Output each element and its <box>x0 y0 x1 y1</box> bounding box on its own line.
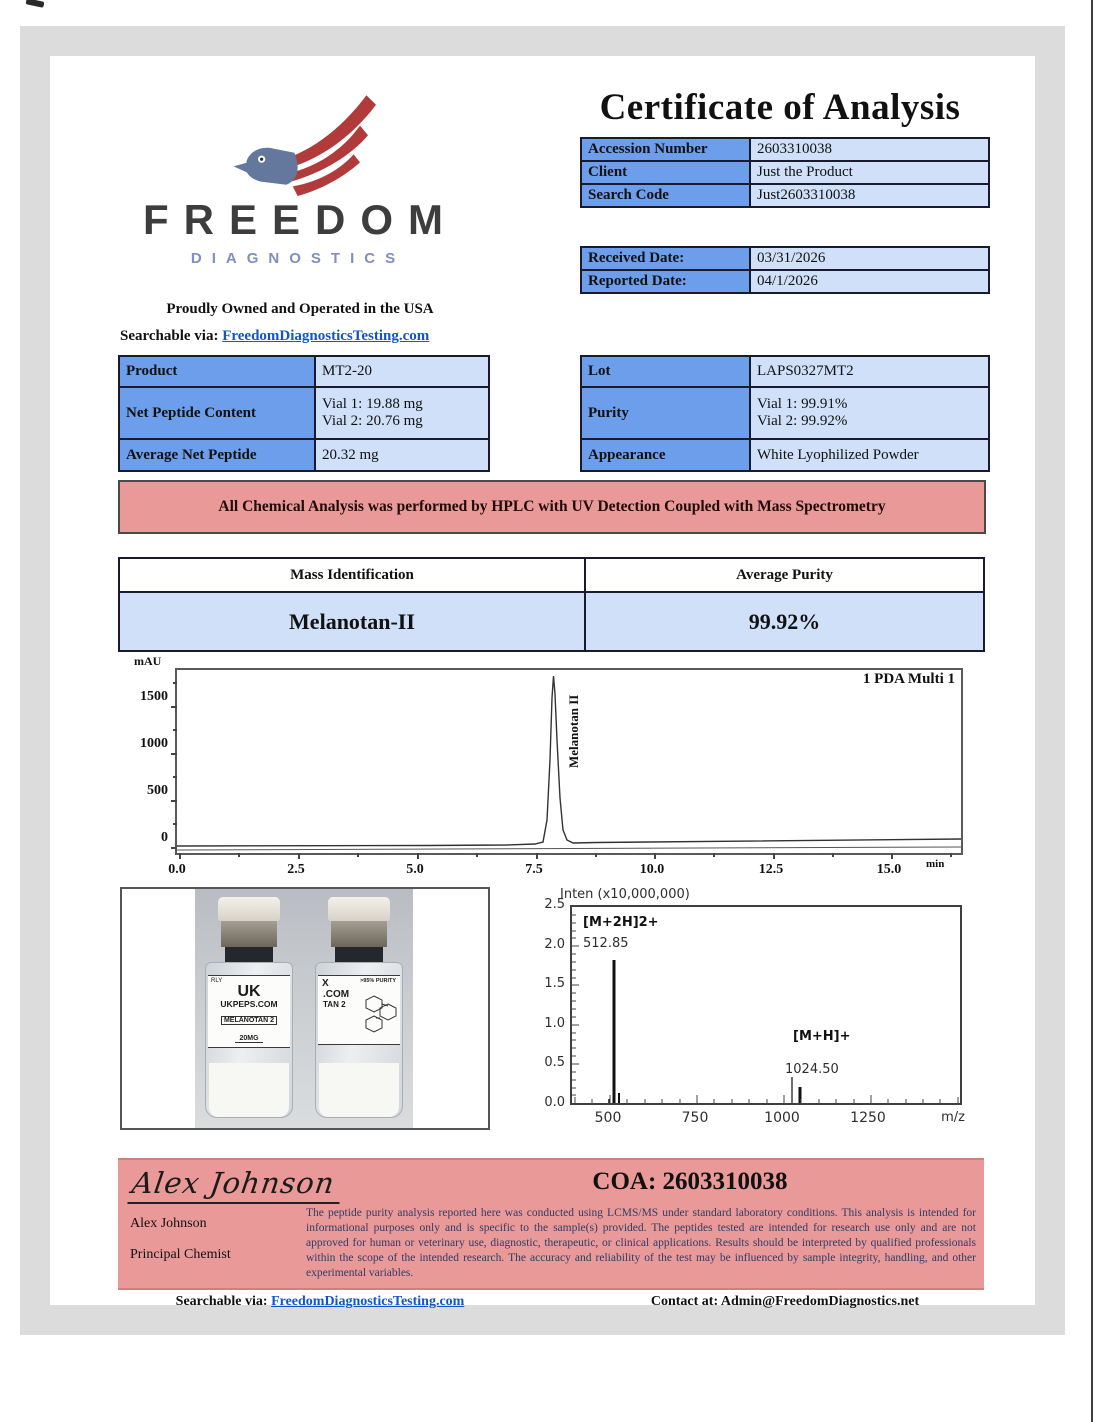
table-row <box>581 356 989 387</box>
y-tick-label: 0.5 <box>544 1055 565 1070</box>
axis-tick <box>171 706 177 708</box>
y-tick-label: 1000 <box>140 736 168 751</box>
peak-annotation: [M+2H]2+ <box>583 915 659 930</box>
axis-tick <box>173 776 177 778</box>
y-tick-label: 2.0 <box>544 937 565 952</box>
y-tick-label: 1.0 <box>544 1016 565 1031</box>
axis-tick <box>891 853 893 859</box>
page-title: Certificate of Analysis <box>599 87 961 128</box>
disclaimer-text: The peptide purity analysis reported here was conducted using LCMS/MS under standard laboratory conditions. This analysis is intended for informational purposes only and is specific to the sample(s) provided. The peptides tested are intended for research use only and are not approved for human or veterinary use, diagnostic, therapeutic, or clinical applications. Results should be interpreted by qualified professionals within the scope of the intended research. The accuracy and reliability of the test may be influenced by sample integrity, handling, and other experimental variables. <box>306 1207 976 1279</box>
row-value: 20.32 mg <box>315 439 489 471</box>
chemist-title: Principal Chemist <box>130 1247 231 1262</box>
scan-edge-line <box>1091 0 1093 1422</box>
x-tick-label: 12.5 <box>758 862 784 877</box>
row-label: Search Code <box>581 184 750 207</box>
y-tick-label: 500 <box>147 783 168 798</box>
x-tick-label: 2.5 <box>287 862 305 877</box>
table-row <box>581 184 989 207</box>
axis-tick <box>171 847 177 849</box>
analysis-method-banner <box>118 480 986 534</box>
label-site: UKPEPS.COM <box>220 999 278 1009</box>
value-line: Vial 1: 19.88 mg <box>322 396 423 412</box>
column-header: Average Purity <box>585 558 984 592</box>
mass-id-table <box>118 557 985 652</box>
axis-tick <box>417 853 419 859</box>
banner-text: All Chemical Analysis was performed by HPLC with UV Detection Coupled with Mass Spectrometry <box>218 498 886 515</box>
vial-collar <box>221 921 277 947</box>
row-label: Accession Number <box>581 138 750 161</box>
axis-tick <box>298 853 300 859</box>
vial-body <box>315 962 403 1118</box>
spectrum-title: Inten (x10,000,000) <box>560 887 690 902</box>
x-axis-unit: min <box>926 858 945 870</box>
chromatogram-legend: 1 PDA Multi 1 <box>862 671 955 687</box>
label-purity: >95% PURITY <box>360 978 396 984</box>
label-dose: 20MG <box>235 1035 262 1043</box>
x-tick-label: 750 <box>681 1110 709 1126</box>
vial-cap <box>218 897 280 921</box>
row-label: Appearance <box>581 439 750 471</box>
row-value: MT2-20 <box>315 356 489 387</box>
table-row <box>119 387 489 439</box>
x-tick-label: 0.0 <box>168 862 186 877</box>
row-label: Lot <box>581 356 750 387</box>
vial-body <box>205 962 293 1118</box>
axis-tick <box>173 682 177 684</box>
axis-tick <box>832 853 834 857</box>
lot-table <box>580 355 990 472</box>
table-row <box>581 270 989 293</box>
label-corner-text: RLY <box>211 978 223 984</box>
searchable-line-bottom <box>150 1294 490 1310</box>
vial-1 <box>199 897 299 1121</box>
label-product: TAN 2 <box>323 1000 346 1009</box>
label-site: .COM <box>323 989 350 1000</box>
peak-label: Melanotan II <box>566 694 581 768</box>
label-corner-text: X <box>322 978 329 989</box>
searchable-prefix: Searchable via: <box>175 1294 268 1309</box>
mass-id-value: Melanotan-II <box>119 592 585 651</box>
purity-value: 99.92% <box>585 592 984 651</box>
chemical-structure-icon <box>364 992 398 1036</box>
value-line: Vial 2: 99.92% <box>757 413 848 429</box>
row-label: Net Peptide Content <box>119 387 315 439</box>
peak-annotation: [M+H]+ <box>793 1029 851 1044</box>
row-label: Purity <box>581 387 750 439</box>
table-row <box>581 387 989 439</box>
searchable-link-top[interactable]: FreedomDiagnosticsTesting.com <box>222 328 430 344</box>
signature: Alex Johnson <box>127 1166 345 1204</box>
vial-stopper <box>225 947 273 962</box>
spectrum-plot-area <box>570 905 962 1105</box>
scan-artifact <box>26 0 45 8</box>
axis-tick <box>238 853 240 857</box>
accession-table <box>580 137 990 208</box>
logo-name: FREEDOM <box>143 196 458 243</box>
table-row <box>581 439 989 471</box>
axis-tick <box>171 753 177 755</box>
x-axis-unit: m/z <box>941 1110 965 1125</box>
axis-tick <box>773 853 775 859</box>
table-row <box>581 247 989 270</box>
row-value: 03/31/2026 <box>750 247 989 270</box>
axis-tick <box>173 823 177 825</box>
vial-label <box>208 975 290 1048</box>
y-tick-label: 0.0 <box>544 1095 565 1110</box>
searchable-line-top <box>120 328 600 345</box>
table-row <box>581 161 989 184</box>
row-value: Just the Product <box>750 161 989 184</box>
x-tick-label: 1000 <box>764 1110 800 1126</box>
dates-table <box>580 246 990 294</box>
axis-tick <box>476 853 478 857</box>
hplc-chromatogram <box>118 650 990 885</box>
row-label: Product <box>119 356 315 387</box>
vial-collar <box>331 921 387 947</box>
column-header: Mass Identification <box>119 558 585 592</box>
row-label: Received Date: <box>581 247 750 270</box>
y-axis-unit: mAU <box>134 654 162 668</box>
contact-line: Contact at: Admin@FreedomDiagnostics.net <box>650 1294 920 1309</box>
peak-mz: 1024.50 <box>785 1062 839 1077</box>
label-brand: UK <box>237 983 261 1000</box>
row-value <box>315 387 489 439</box>
vial-powder <box>209 1063 289 1117</box>
axis-tick <box>171 800 177 802</box>
x-tick-label: 500 <box>594 1110 622 1126</box>
table-row <box>119 356 489 387</box>
logo-tagline: Proudly Owned and Operated in the USA <box>166 301 434 317</box>
row-label: Reported Date: <box>581 270 750 293</box>
y-tick-label: 1.5 <box>544 976 565 991</box>
axis-tick <box>536 853 538 859</box>
vial-photo <box>195 889 413 1128</box>
searchable-link-bottom[interactable]: FreedomDiagnosticsTesting.com <box>271 1294 465 1309</box>
signoff-block <box>118 1158 984 1290</box>
x-tick-label: 1250 <box>850 1110 886 1126</box>
row-value: White Lyophilized Powder <box>750 439 989 471</box>
axis-tick <box>950 853 952 857</box>
table-row <box>119 439 489 471</box>
coa-number: COA: 2603310038 <box>592 1168 788 1195</box>
chemist-name: Alex Johnson <box>130 1216 207 1231</box>
axis-tick <box>595 853 597 857</box>
logo-subtitle: DIAGNOSTICS <box>190 250 406 267</box>
vial-photo-frame <box>120 887 490 1130</box>
y-tick-label: 1500 <box>140 689 168 704</box>
x-tick-label: 5.0 <box>406 862 424 877</box>
spectrum-peaks <box>572 907 960 1103</box>
y-tick-label: 0 <box>161 830 168 845</box>
axis-tick <box>357 853 359 857</box>
vial-powder <box>319 1063 399 1117</box>
row-value <box>750 387 989 439</box>
row-value: 2603310038 <box>750 138 989 161</box>
value-line: Vial 1: 99.91% <box>757 396 848 412</box>
vial-cap <box>328 897 390 921</box>
axis-tick <box>173 729 177 731</box>
axis-tick <box>654 853 656 859</box>
label-product: MELANOTAN 2 <box>221 1016 277 1025</box>
product-table <box>118 355 490 472</box>
mass-spectrum <box>505 883 990 1143</box>
value-line: Vial 2: 20.76 mg <box>322 413 423 429</box>
table-row <box>119 592 984 651</box>
row-label: Average Net Peptide <box>119 439 315 471</box>
searchable-prefix: Searchable via: <box>120 328 219 344</box>
x-tick-label: 7.5 <box>525 862 543 877</box>
axis-tick <box>713 853 715 857</box>
vial-2 <box>309 897 409 1121</box>
x-tick-label: 10.0 <box>639 862 665 877</box>
axis-tick <box>179 853 181 859</box>
x-tick-label: 15.0 <box>876 862 902 877</box>
table-row <box>119 558 984 592</box>
row-value: Just2603310038 <box>750 184 989 207</box>
table-row <box>581 138 989 161</box>
row-value: LAPS0327MT2 <box>750 356 989 387</box>
row-label: Client <box>581 161 750 184</box>
row-value: 04/1/2026 <box>750 270 989 293</box>
y-tick-label: 2.5 <box>544 897 565 912</box>
peak-mz: 512.85 <box>583 936 629 951</box>
vial-label <box>318 975 400 1045</box>
vial-stopper <box>335 947 383 962</box>
eagle-logo-icon <box>222 92 402 204</box>
